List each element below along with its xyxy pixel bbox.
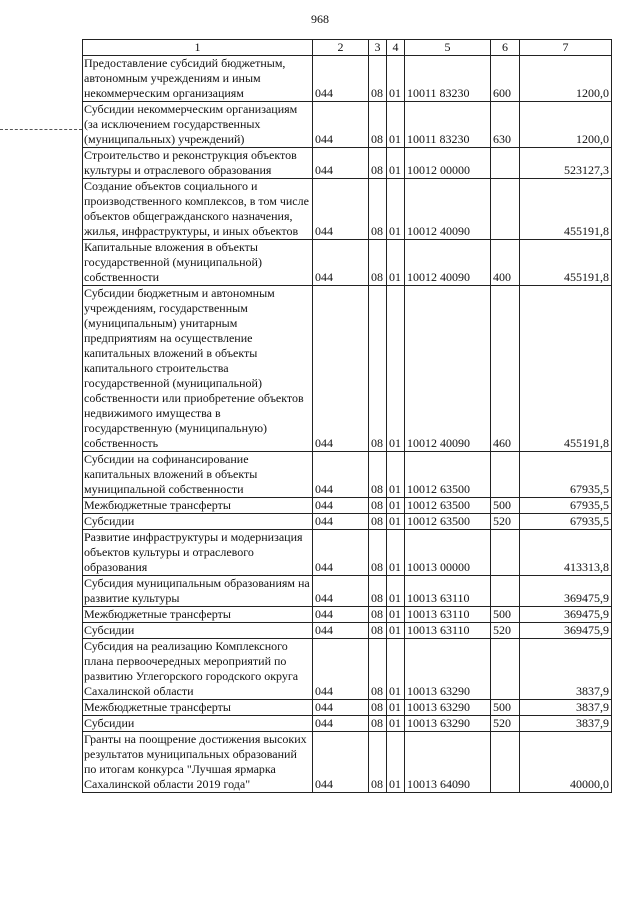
row-amount: 67935,5 bbox=[520, 498, 612, 514]
table-row bbox=[83, 623, 612, 639]
row-expense-type bbox=[491, 576, 520, 607]
header-cell-3: 3 bbox=[369, 40, 387, 56]
row-amount: 1200,0 bbox=[520, 56, 612, 102]
row-target-article: 10012 63500 bbox=[405, 514, 491, 530]
row-admin-code: 044 bbox=[313, 56, 369, 102]
row-name: Субсидии на софинансирование капитальных вложений в объекты муниципальной собственности bbox=[83, 452, 313, 498]
row-admin-code: 044 bbox=[313, 576, 369, 607]
row-target-article: 10011 83230 bbox=[405, 102, 491, 148]
row-admin-code: 044 bbox=[313, 514, 369, 530]
row-section: 08 bbox=[369, 498, 387, 514]
row-expense-type: 630 bbox=[491, 102, 520, 148]
row-subsection: 01 bbox=[387, 716, 405, 732]
row-amount: 3837,9 bbox=[520, 700, 612, 716]
row-name: Субсидии бюджетным и автономным учреждениям, государственным (муниципальным) унитарным предприятиям на осуществление капитальных вложений в объекты капитального строительства государственной (муниципальной) собственности или приобретение объектов недвижимого имущества в государственную (муниципальную) собственность bbox=[83, 286, 313, 452]
table-row bbox=[83, 452, 612, 498]
row-name: Субсидии bbox=[83, 514, 313, 530]
row-section: 08 bbox=[369, 639, 387, 700]
row-subsection: 01 bbox=[387, 576, 405, 607]
budget-table bbox=[82, 39, 612, 793]
row-target-article: 10013 63290 bbox=[405, 716, 491, 732]
page-number: 968 bbox=[311, 12, 329, 26]
row-name: Создание объектов социального и производственного комплексов, в том числе объектов общегражданского назначения, жилья, инфраструктуры, и иных объектов bbox=[83, 179, 313, 240]
table-row bbox=[83, 700, 612, 716]
row-name: Гранты на поощрение достижения высоких результатов муниципальных образований по итогам конкурса "Лучшая ярмарка Сахалинской области 2019 года" bbox=[83, 732, 313, 793]
row-name: Межбюджетные трансферты bbox=[83, 700, 313, 716]
row-subsection: 01 bbox=[387, 623, 405, 639]
row-target-article: 10012 63500 bbox=[405, 452, 491, 498]
row-target-article: 10013 63110 bbox=[405, 607, 491, 623]
row-amount: 3837,9 bbox=[520, 639, 612, 700]
row-target-article: 10012 63500 bbox=[405, 498, 491, 514]
row-subsection: 01 bbox=[387, 498, 405, 514]
row-name: Капитальные вложения в объекты государственной (муниципальной) собственности bbox=[83, 240, 313, 286]
row-expense-type bbox=[491, 179, 520, 240]
row-expense-type bbox=[491, 530, 520, 576]
row-amount: 67935,5 bbox=[520, 514, 612, 530]
row-expense-type: 500 bbox=[491, 700, 520, 716]
row-target-article: 10013 00000 bbox=[405, 530, 491, 576]
header-cell-1: 1 bbox=[83, 40, 313, 56]
row-expense-type: 520 bbox=[491, 514, 520, 530]
row-target-article: 10012 40090 bbox=[405, 179, 491, 240]
row-subsection: 01 bbox=[387, 240, 405, 286]
table-row bbox=[83, 148, 612, 179]
row-section: 08 bbox=[369, 514, 387, 530]
row-section: 08 bbox=[369, 102, 387, 148]
row-expense-type: 600 bbox=[491, 56, 520, 102]
table-row bbox=[83, 498, 612, 514]
row-subsection: 01 bbox=[387, 639, 405, 700]
row-section: 08 bbox=[369, 623, 387, 639]
row-admin-code: 044 bbox=[313, 240, 369, 286]
table-row bbox=[83, 576, 612, 607]
row-name: Межбюджетные трансферты bbox=[83, 498, 313, 514]
row-target-article: 10013 63110 bbox=[405, 623, 491, 639]
row-name: Строительство и реконструкция объектов культуры и отраслевого образования bbox=[83, 148, 313, 179]
row-name: Субсидии некоммерческим организациям (за исключением государственных (муниципальных) учреждений) bbox=[83, 102, 313, 148]
row-target-article: 10013 63290 bbox=[405, 639, 491, 700]
row-section: 08 bbox=[369, 732, 387, 793]
row-amount: 369475,9 bbox=[520, 607, 612, 623]
row-expense-type: 460 bbox=[491, 286, 520, 452]
row-admin-code: 044 bbox=[313, 102, 369, 148]
row-admin-code: 044 bbox=[313, 639, 369, 700]
table-row bbox=[83, 102, 612, 148]
header-cell-2: 2 bbox=[313, 40, 369, 56]
row-subsection: 01 bbox=[387, 607, 405, 623]
row-amount: 523127,3 bbox=[520, 148, 612, 179]
table-row bbox=[83, 179, 612, 240]
row-amount: 40000,0 bbox=[520, 732, 612, 793]
table-row bbox=[83, 286, 612, 452]
row-target-article: 10011 83230 bbox=[405, 56, 491, 102]
row-expense-type: 520 bbox=[491, 623, 520, 639]
row-expense-type bbox=[491, 639, 520, 700]
row-subsection: 01 bbox=[387, 179, 405, 240]
row-section: 08 bbox=[369, 240, 387, 286]
row-section: 08 bbox=[369, 716, 387, 732]
table-row bbox=[83, 56, 612, 102]
row-admin-code: 044 bbox=[313, 716, 369, 732]
row-expense-type: 400 bbox=[491, 240, 520, 286]
row-section: 08 bbox=[369, 286, 387, 452]
table-row bbox=[83, 240, 612, 286]
row-admin-code: 044 bbox=[313, 498, 369, 514]
table-row bbox=[83, 732, 612, 793]
row-name: Межбюджетные трансферты bbox=[83, 607, 313, 623]
header-cell-7: 7 bbox=[520, 40, 612, 56]
row-name: Предоставление субсидий бюджетным, автономным учреждениям и иным некоммерческим организациям bbox=[83, 56, 313, 102]
header-cell-5: 5 bbox=[405, 40, 491, 56]
row-subsection: 01 bbox=[387, 286, 405, 452]
row-admin-code: 044 bbox=[313, 179, 369, 240]
row-expense-type bbox=[491, 732, 520, 793]
row-name: Субсидия на реализацию Комплексного плана первоочередных мероприятий по развитию Углегорского городского округа Сахалинской области bbox=[83, 639, 313, 700]
row-name: Субсидия муниципальным образованиям на развитие культуры bbox=[83, 576, 313, 607]
row-admin-code: 044 bbox=[313, 623, 369, 639]
scan-artifact-line bbox=[0, 129, 82, 130]
row-expense-type: 520 bbox=[491, 716, 520, 732]
row-amount: 369475,9 bbox=[520, 576, 612, 607]
row-target-article: 10012 40090 bbox=[405, 286, 491, 452]
row-amount: 1200,0 bbox=[520, 102, 612, 148]
header-cell-4: 4 bbox=[387, 40, 405, 56]
row-admin-code: 044 bbox=[313, 732, 369, 793]
header-row bbox=[83, 40, 612, 56]
row-section: 08 bbox=[369, 452, 387, 498]
row-subsection: 01 bbox=[387, 102, 405, 148]
row-expense-type: 500 bbox=[491, 498, 520, 514]
row-target-article: 10012 00000 bbox=[405, 148, 491, 179]
row-section: 08 bbox=[369, 576, 387, 607]
row-amount: 455191,8 bbox=[520, 179, 612, 240]
row-subsection: 01 bbox=[387, 530, 405, 576]
table-row bbox=[83, 607, 612, 623]
row-section: 08 bbox=[369, 56, 387, 102]
row-admin-code: 044 bbox=[313, 700, 369, 716]
table-row bbox=[83, 514, 612, 530]
row-subsection: 01 bbox=[387, 452, 405, 498]
header-cell-6: 6 bbox=[491, 40, 520, 56]
row-section: 08 bbox=[369, 148, 387, 179]
row-amount: 369475,9 bbox=[520, 623, 612, 639]
row-subsection: 01 bbox=[387, 56, 405, 102]
table-row bbox=[83, 530, 612, 576]
row-amount: 455191,8 bbox=[520, 240, 612, 286]
row-admin-code: 044 bbox=[313, 148, 369, 179]
row-expense-type bbox=[491, 148, 520, 179]
table-row bbox=[83, 716, 612, 732]
row-name: Развитие инфраструктуры и модернизация объектов культуры и отраслевого образования bbox=[83, 530, 313, 576]
row-subsection: 01 bbox=[387, 700, 405, 716]
row-target-article: 10013 64090 bbox=[405, 732, 491, 793]
row-amount: 67935,5 bbox=[520, 452, 612, 498]
row-section: 08 bbox=[369, 607, 387, 623]
row-name: Субсидии bbox=[83, 623, 313, 639]
row-expense-type: 500 bbox=[491, 607, 520, 623]
row-name: Субсидии bbox=[83, 716, 313, 732]
table-row bbox=[83, 639, 612, 700]
row-amount: 413313,8 bbox=[520, 530, 612, 576]
row-expense-type bbox=[491, 452, 520, 498]
row-admin-code: 044 bbox=[313, 530, 369, 576]
row-target-article: 10012 40090 bbox=[405, 240, 491, 286]
row-section: 08 bbox=[369, 530, 387, 576]
row-section: 08 bbox=[369, 700, 387, 716]
row-subsection: 01 bbox=[387, 732, 405, 793]
row-subsection: 01 bbox=[387, 148, 405, 179]
row-subsection: 01 bbox=[387, 514, 405, 530]
row-admin-code: 044 bbox=[313, 607, 369, 623]
row-section: 08 bbox=[369, 179, 387, 240]
row-amount: 3837,9 bbox=[520, 716, 612, 732]
row-target-article: 10013 63110 bbox=[405, 576, 491, 607]
row-admin-code: 044 bbox=[313, 286, 369, 452]
row-amount: 455191,8 bbox=[520, 286, 612, 452]
row-admin-code: 044 bbox=[313, 452, 369, 498]
row-target-article: 10013 63290 bbox=[405, 700, 491, 716]
